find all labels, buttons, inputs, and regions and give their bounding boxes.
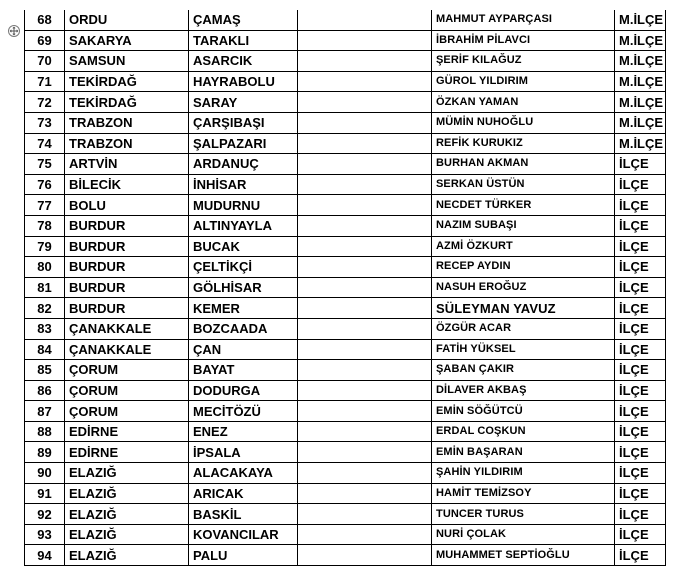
province-cell: ELAZIĞ [65,545,189,566]
name-cell: EMİN BAŞARAN [432,442,615,463]
table-row [25,339,666,360]
row-number: 75 [25,154,65,175]
row-number: 90 [25,463,65,484]
type-cell: İLÇE [615,318,666,339]
table-row [25,236,666,257]
province-cell: BURDUR [65,236,189,257]
district-cell: ARICAK [189,483,298,504]
name-cell: HAMİT TEMİZSOY [432,483,615,504]
province-cell: ÇORUM [65,401,189,422]
province-cell: BURDUR [65,277,189,298]
empty-cell [298,463,432,484]
row-number: 94 [25,545,65,566]
district-cell: BAYAT [189,360,298,381]
name-cell: SERKAN ÜSTÜN [432,174,615,195]
empty-cell [298,71,432,92]
type-cell: İLÇE [615,174,666,195]
empty-cell [298,112,432,133]
name-cell: AZMİ ÖZKURT [432,236,615,257]
row-number: 73 [25,112,65,133]
empty-cell [298,298,432,319]
table-row [25,545,666,566]
empty-cell [298,360,432,381]
province-cell: TRABZON [65,112,189,133]
name-cell: GÜROL YILDIRIM [432,71,615,92]
province-cell: ELAZIĞ [65,463,189,484]
type-cell: İLÇE [615,483,666,504]
name-cell: REFİK KURUKIZ [432,133,615,154]
row-number: 69 [25,30,65,51]
row-number: 81 [25,277,65,298]
table-row [25,51,666,72]
empty-cell [298,133,432,154]
type-cell: İLÇE [615,257,666,278]
table-row [25,463,666,484]
province-cell: ELAZIĞ [65,524,189,545]
type-cell: İLÇE [615,421,666,442]
empty-cell [298,30,432,51]
row-number: 68 [25,10,65,30]
province-cell: SAKARYA [65,30,189,51]
row-number: 76 [25,174,65,195]
row-number: 78 [25,215,65,236]
row-number: 89 [25,442,65,463]
province-cell: ELAZIĞ [65,504,189,525]
table-row [25,195,666,216]
row-number: 79 [25,236,65,257]
table-row [25,442,666,463]
row-number: 77 [25,195,65,216]
table-row [25,483,666,504]
district-cell: ÇELTİKÇİ [189,257,298,278]
empty-cell [298,92,432,113]
empty-cell [298,504,432,525]
province-cell: ÇORUM [65,360,189,381]
type-cell: M.İLÇE [615,30,666,51]
table-row [25,215,666,236]
district-cell: ALACAKAYA [189,463,298,484]
row-number: 87 [25,401,65,422]
type-cell: M.İLÇE [615,71,666,92]
name-cell: RECEP AYDIN [432,257,615,278]
name-cell: ÖZGÜR ACAR [432,318,615,339]
row-number: 71 [25,71,65,92]
table-row [25,154,666,175]
row-number: 72 [25,92,65,113]
district-cell: SARAY [189,92,298,113]
province-cell: ARTVİN [65,154,189,175]
row-number: 88 [25,421,65,442]
empty-cell [298,545,432,566]
name-cell: NECDET TÜRKER [432,195,615,216]
table-row [25,10,666,30]
row-number: 80 [25,257,65,278]
district-cell: BUCAK [189,236,298,257]
empty-cell [298,174,432,195]
district-cell: ALTINYAYLA [189,215,298,236]
name-cell: FATİH YÜKSEL [432,339,615,360]
type-cell: İLÇE [615,524,666,545]
name-cell: SÜLEYMAN YAVUZ [432,298,615,319]
empty-cell [298,51,432,72]
district-cell: ENEZ [189,421,298,442]
type-cell: İLÇE [615,463,666,484]
district-cell: MECİTÖZÜ [189,401,298,422]
province-cell: ÇANAKKALE [65,318,189,339]
row-number: 93 [25,524,65,545]
province-cell: BURDUR [65,215,189,236]
district-cell: DODURGA [189,380,298,401]
table-row [25,71,666,92]
province-cell: BURDUR [65,298,189,319]
district-cell: HAYRABOLU [189,71,298,92]
name-cell: MUHAMMET SEPTİOĞLU [432,545,615,566]
district-cell: TARAKLI [189,30,298,51]
type-cell: İLÇE [615,401,666,422]
province-cell: TEKİRDAĞ [65,71,189,92]
province-cell: ÇANAKKALE [65,339,189,360]
empty-cell [298,339,432,360]
name-cell: ŞAHİN YILDIRIM [432,463,615,484]
name-cell: ÖZKAN YAMAN [432,92,615,113]
type-cell: M.İLÇE [615,92,666,113]
district-cell: MUDURNU [189,195,298,216]
province-cell: TEKİRDAĞ [65,92,189,113]
empty-cell [298,10,432,30]
district-cell: KEMER [189,298,298,319]
name-cell: EMİN SÖĞÜTCÜ [432,401,615,422]
province-cell: ÇORUM [65,380,189,401]
type-cell: İLÇE [615,360,666,381]
row-number: 92 [25,504,65,525]
empty-cell [298,380,432,401]
name-cell: NURİ ÇOLAK [432,524,615,545]
name-cell: MAHMUT AYPARÇASI [432,10,615,30]
type-cell: İLÇE [615,195,666,216]
name-cell: MÜMİN NUHOĞLU [432,112,615,133]
district-cell: KOVANCILAR [189,524,298,545]
district-cell: PALU [189,545,298,566]
table-row [25,92,666,113]
empty-cell [298,483,432,504]
type-cell: M.İLÇE [615,10,666,30]
empty-cell [298,524,432,545]
table-row [25,401,666,422]
type-cell: İLÇE [615,298,666,319]
name-cell: İBRAHİM PİLAVCI [432,30,615,51]
table-move-handle-icon[interactable] [8,25,20,37]
empty-cell [298,236,432,257]
district-cell: ÇAMAŞ [189,10,298,30]
province-cell: ORDU [65,10,189,30]
type-cell: İLÇE [615,380,666,401]
row-number: 83 [25,318,65,339]
name-cell: BURHAN AKMAN [432,154,615,175]
empty-cell [298,442,432,463]
district-cell: ASARCIK [189,51,298,72]
empty-cell [298,277,432,298]
name-cell: ŞERİF KILAĞUZ [432,51,615,72]
table-row [25,380,666,401]
district-cell: ARDANUÇ [189,154,298,175]
province-cell: ELAZIĞ [65,483,189,504]
province-cell: EDİRNE [65,442,189,463]
row-number: 91 [25,483,65,504]
empty-cell [298,318,432,339]
province-cell: BURDUR [65,257,189,278]
district-cell: ÇAN [189,339,298,360]
type-cell: M.İLÇE [615,133,666,154]
district-cell: GÖLHİSAR [189,277,298,298]
province-cell: SAMSUN [65,51,189,72]
district-cell: ÇARŞIBAŞI [189,112,298,133]
type-cell: M.İLÇE [615,51,666,72]
type-cell: İLÇE [615,339,666,360]
district-cell: BASKİL [189,504,298,525]
type-cell: İLÇE [615,545,666,566]
name-cell: ŞABAN ÇAKIR [432,360,615,381]
table-row [25,504,666,525]
name-cell: TUNCER TURUS [432,504,615,525]
table-body [25,10,666,566]
table-row [25,174,666,195]
type-cell: İLÇE [615,277,666,298]
name-cell: NAZIM SUBAŞI [432,215,615,236]
type-cell: M.İLÇE [615,112,666,133]
table-row [25,30,666,51]
table-row [25,257,666,278]
province-cell: EDİRNE [65,421,189,442]
table-row [25,524,666,545]
district-cell: BOZCAADA [189,318,298,339]
name-cell: DİLAVER AKBAŞ [432,380,615,401]
empty-cell [298,195,432,216]
personnel-table [24,10,666,566]
empty-cell [298,421,432,442]
row-number: 82 [25,298,65,319]
name-cell: ERDAL COŞKUN [432,421,615,442]
type-cell: İLÇE [615,236,666,257]
empty-cell [298,401,432,422]
table-row [25,360,666,381]
empty-cell [298,154,432,175]
table-row [25,277,666,298]
row-number: 84 [25,339,65,360]
table-row [25,318,666,339]
row-number: 74 [25,133,65,154]
type-cell: İLÇE [615,154,666,175]
row-number: 70 [25,51,65,72]
district-cell: İPSALA [189,442,298,463]
province-cell: TRABZON [65,133,189,154]
type-cell: İLÇE [615,215,666,236]
district-cell: ŞALPAZARI [189,133,298,154]
row-number: 85 [25,360,65,381]
empty-cell [298,215,432,236]
type-cell: İLÇE [615,442,666,463]
province-cell: BOLU [65,195,189,216]
district-cell: İNHİSAR [189,174,298,195]
table-row [25,112,666,133]
table-row [25,298,666,319]
table-row [25,421,666,442]
row-number: 86 [25,380,65,401]
province-cell: BİLECİK [65,174,189,195]
name-cell: NASUH EROĞUZ [432,277,615,298]
table-row [25,133,666,154]
type-cell: İLÇE [615,504,666,525]
empty-cell [298,257,432,278]
